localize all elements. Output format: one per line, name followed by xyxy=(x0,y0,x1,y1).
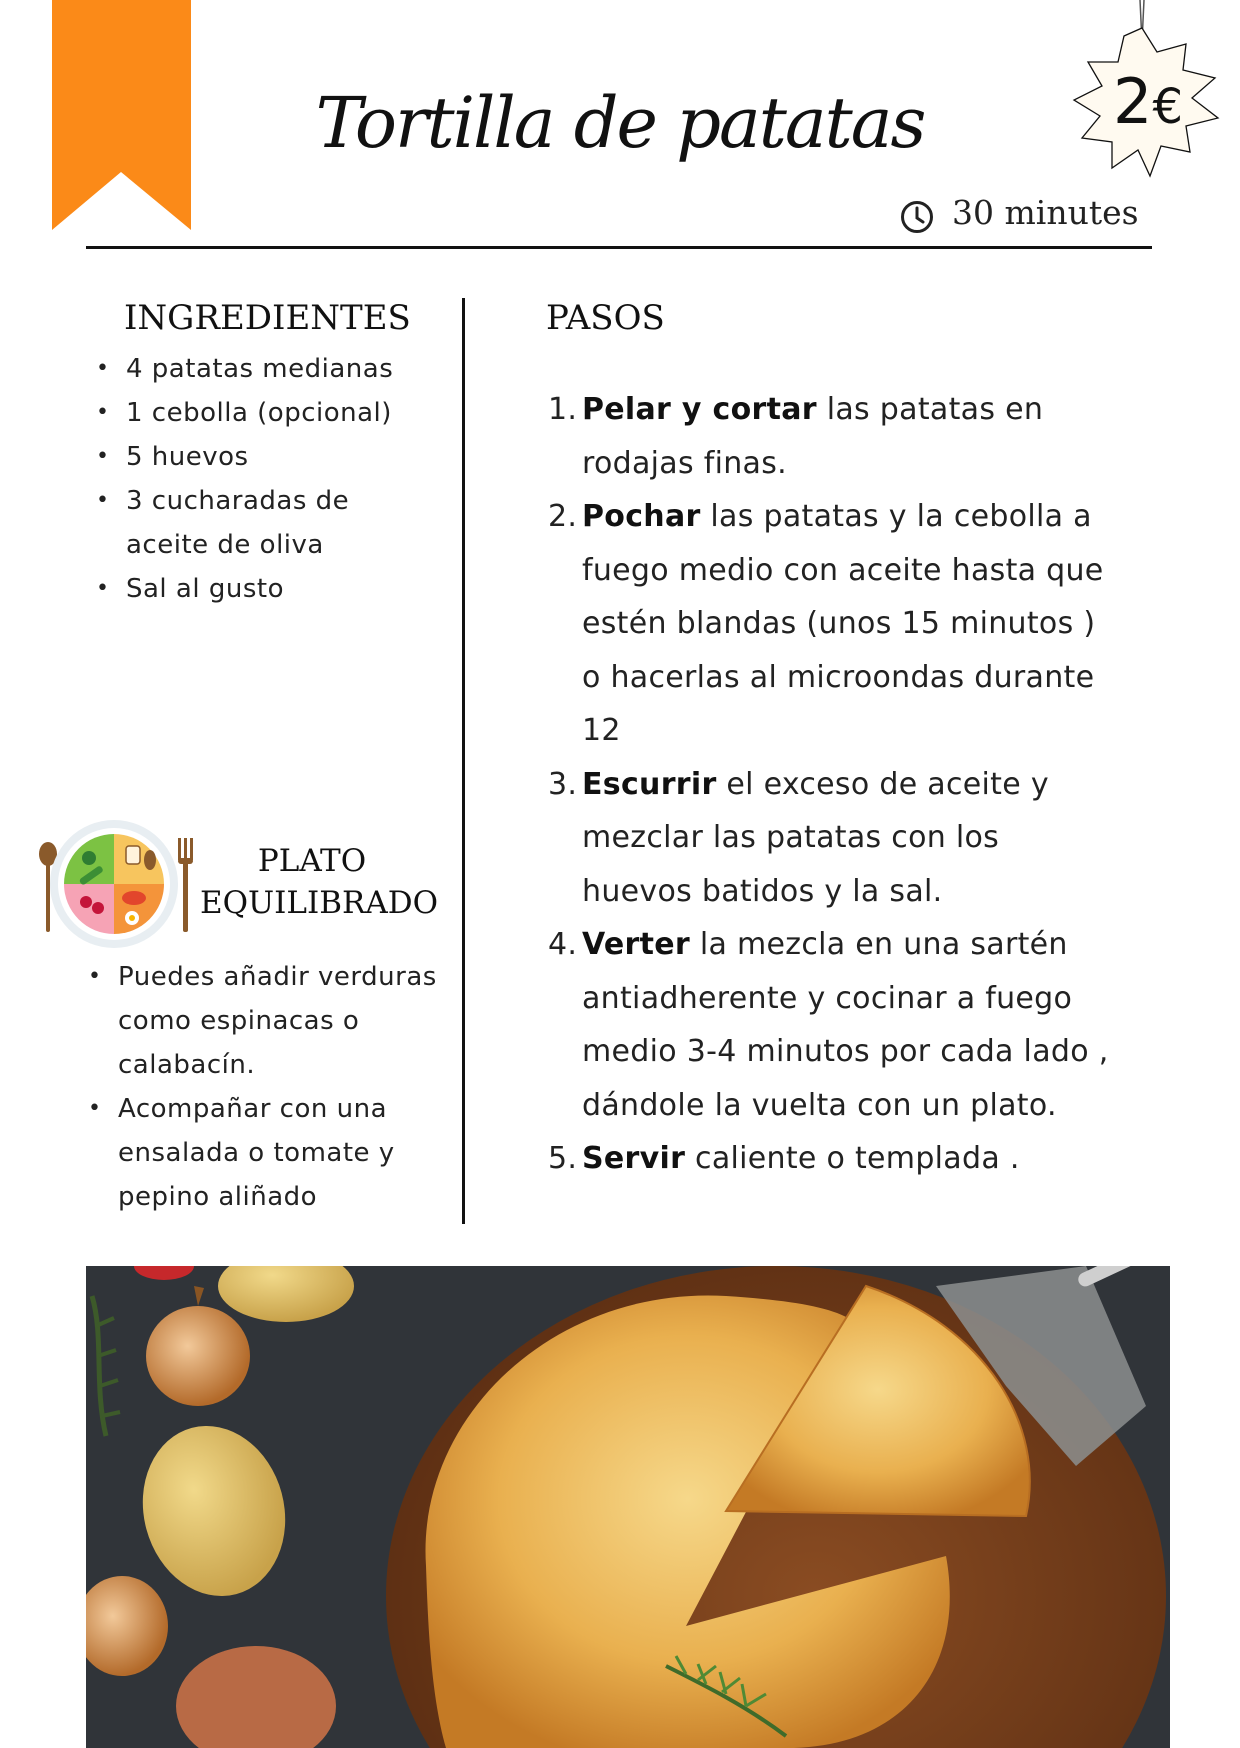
list-item: • Sal al gusto xyxy=(96,567,436,611)
step-number: 2. xyxy=(548,499,578,534)
step-text: la mezcla en una sartén antiadherente y cocinar a fuego medio 3-4 minutos por cada lado , dándole la vuelta con un plato. xyxy=(582,927,1109,1123)
balanced-plate-icon xyxy=(34,816,194,952)
cooking-time: 30 minutes xyxy=(952,193,1139,232)
header-divider xyxy=(86,246,1152,249)
list-item: • 1 cebolla (opcional) xyxy=(96,391,436,435)
plato-heading-line2: EQUILIBRADO xyxy=(200,885,439,921)
step-action: Pochar xyxy=(582,499,701,534)
price-label xyxy=(1088,62,1208,147)
price-amount: 2 xyxy=(1113,65,1153,138)
ingredients-list xyxy=(96,347,436,611)
step-item xyxy=(548,758,1118,919)
plato-heading-line1: PLATO xyxy=(257,843,367,879)
step-number: 5. xyxy=(548,1141,578,1176)
steps-list xyxy=(548,383,1118,1186)
tips-list xyxy=(88,955,468,1219)
step-text: las patatas y la cebolla a fuego medio con aceite hasta que estén blandas (unos 15 minutos ) o hacerlas al microondas durante 12 xyxy=(582,499,1104,748)
steps-heading: PASOS xyxy=(546,298,665,338)
step-action: Servir xyxy=(582,1141,686,1176)
step-item xyxy=(548,490,1118,758)
step-number: 4. xyxy=(548,927,578,962)
price-currency: € xyxy=(1152,79,1183,135)
step-text: caliente o templada . xyxy=(685,1141,1020,1176)
tortilla-photo xyxy=(86,1266,1170,1748)
step-item xyxy=(548,1132,1118,1186)
step-text: el exceso de aceite y mezclar las patatas con los huevos batidos y la sal. xyxy=(582,766,1049,909)
clock-icon xyxy=(900,200,934,234)
step-number: 3. xyxy=(548,766,578,802)
step-item xyxy=(548,383,1118,490)
step-number: 1. xyxy=(548,392,578,427)
step-action: Verter xyxy=(582,927,691,962)
ingredients-heading: INGREDIENTES xyxy=(124,298,411,338)
step-text: las patatas en rodajas finas. xyxy=(582,392,1044,481)
step-item xyxy=(548,918,1118,1132)
recipe-title: Tortilla de patatas xyxy=(315,82,925,164)
list-item: • Puedes añadir verduras como espinacas o calabacín. xyxy=(88,955,468,1087)
step-action: Pelar y cortar xyxy=(582,392,817,427)
list-item: • Acompañar con una ensalada o tomate y pepino aliñado xyxy=(88,1087,468,1219)
plato-heading xyxy=(200,840,439,924)
step-action: Escurrir xyxy=(582,766,717,802)
list-item: • 4 patatas medianas xyxy=(96,347,436,391)
bookmark-ribbon-icon xyxy=(52,0,191,230)
list-item: • 5 huevos xyxy=(96,435,436,479)
list-item: • 3 cucharadas de aceite de oliva xyxy=(96,479,436,567)
